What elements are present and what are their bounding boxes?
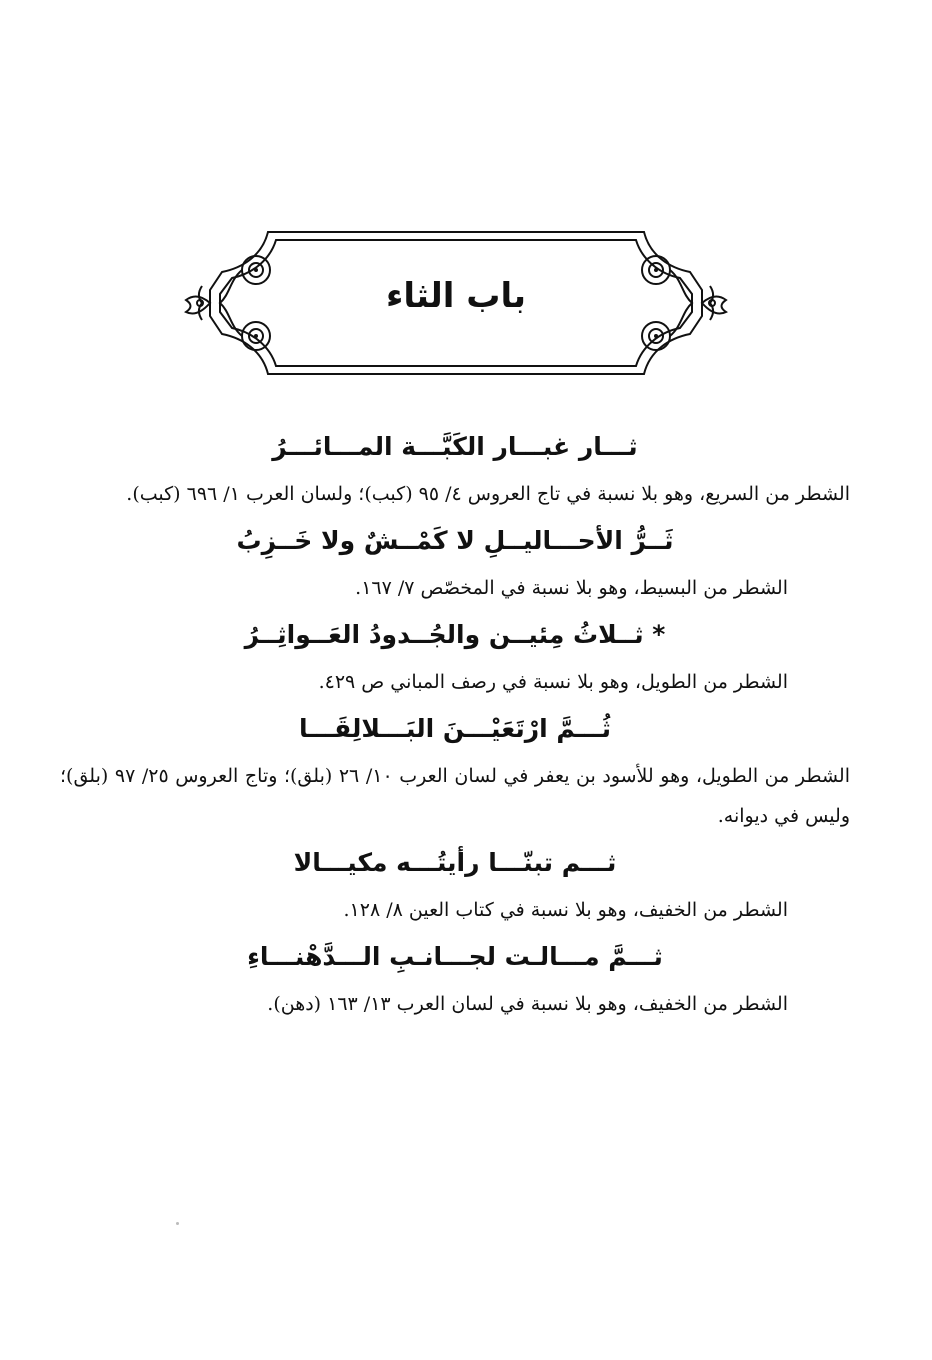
source-note: الشطر من الطويل، وهو بلا نسبة في رصف المباني ص ٤٢٩.: [318, 671, 788, 693]
verse-hemistich: ثـــار غبـــار الكَبَّـــة المـــائـــرُ: [272, 432, 638, 461]
entry: [60, 940, 850, 1024]
chapter-title: باب الثاء: [386, 276, 526, 316]
source-note: الشطر من الطويل، وهو للأسود بن يعفر في لسان العرب ١٠/ ٢٦ (بلق)؛ وتاج العروس ٢٥/ ٩٧ (بلق)؛ وليس في ديوانه.: [60, 765, 850, 827]
chapter-heading-frame: [180, 228, 732, 378]
entry: [60, 618, 850, 702]
source-note: الشطر من السريع، وهو بلا نسبة في تاج العروس ٤/ ٩٥ (كبب)؛ ولسان العرب ١/ ٦٩٦ (كبب).: [126, 483, 850, 505]
source-note: الشطر من الخفيف، وهو بلا نسبة في كتاب العين ٨/ ١٢٨.: [343, 899, 788, 921]
source-note: الشطر من الخفيف، وهو بلا نسبة في لسان العرب ١٣/ ١٦٣ (دهن).: [267, 993, 788, 1015]
verse-hemistich: ثـــم تبنّـــا رأيتُـــه مكيـــالا: [293, 848, 617, 877]
verse-hemistich: ثَــرُّ الأحـــاليــلِ لا كَمْــشٌ ولا خَــزِبُ: [236, 526, 674, 555]
entry: [60, 846, 850, 930]
source-note: الشطر من البسيط، وهو بلا نسبة في المخصّص ٧/ ١٦٧.: [355, 577, 788, 599]
entry: [60, 524, 850, 608]
verse-hemistich: ثُـــمَّ ارْتَعَيْـــنَ البَـــلالِقَـــا: [298, 714, 611, 743]
entries-list: [60, 420, 850, 1024]
verse-hemistich: ثـــمَّ مـــالـت لجـــانـبِ الـــدَّهْنـــاءِ: [247, 942, 663, 971]
verse-hemistich: * ثــلاثُ مِئيــن والجُــدودُ العَــواثِــرُ: [244, 620, 666, 649]
entry: [60, 712, 850, 836]
paper-speck: [176, 1222, 179, 1225]
entry: [60, 430, 850, 514]
